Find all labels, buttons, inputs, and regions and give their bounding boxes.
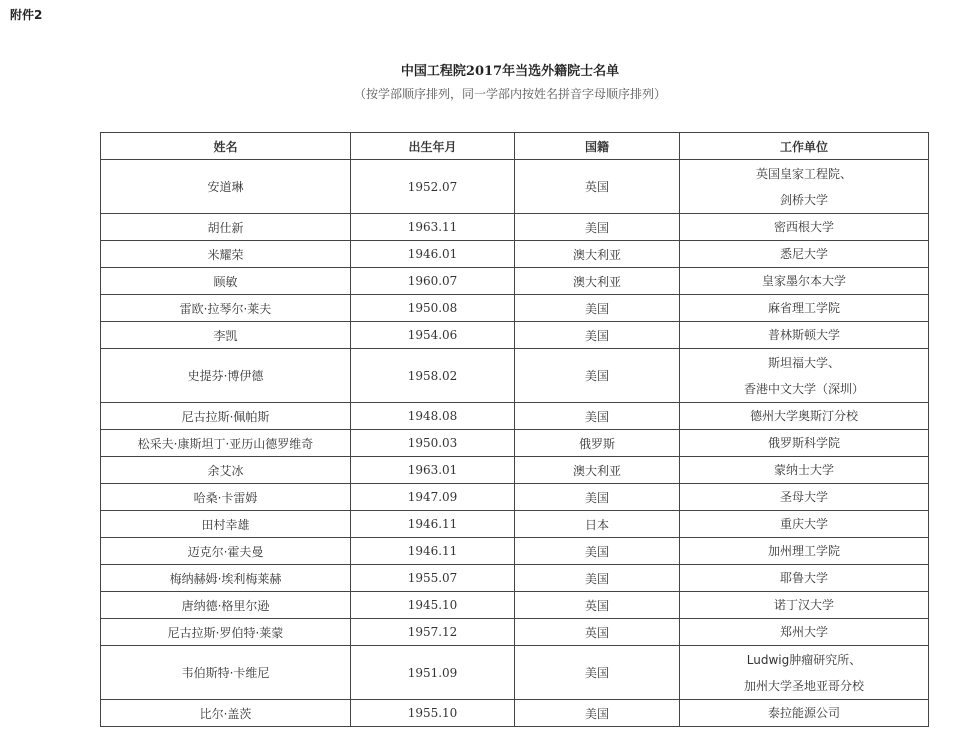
header-birth: 出生年月	[351, 133, 515, 160]
affiliation-line: 麻省理工学院	[767, 301, 840, 315]
table-row	[101, 484, 929, 511]
cell-nationality: 俄罗斯	[515, 430, 680, 457]
cell-nationality: 澳大利亚	[515, 241, 680, 268]
cell-name: 李凯	[101, 322, 351, 349]
cell-name: 米耀荣	[101, 241, 351, 268]
affiliation-line: 诺丁汉大学	[773, 598, 834, 612]
cell-affiliation	[680, 295, 929, 322]
table-row	[101, 457, 929, 484]
cell-nationality: 美国	[515, 403, 680, 430]
cell-name: 唐纳德·格里尔逊	[101, 592, 351, 619]
cell-nationality: 美国	[515, 646, 680, 700]
cell-nationality: 美国	[515, 322, 680, 349]
affiliation-line: 加州大学圣地亚哥分校	[743, 678, 864, 693]
cell-name: 胡仕新	[101, 214, 351, 241]
table-row	[101, 430, 929, 457]
table-row	[101, 592, 929, 619]
cell-birth: 1952.07	[351, 160, 515, 214]
header-affiliation: 工作单位	[680, 133, 929, 160]
cell-name: 田村幸雄	[101, 511, 351, 538]
cell-nationality: 英国	[515, 160, 680, 214]
table-row	[101, 619, 929, 646]
table-header-row	[101, 133, 929, 160]
table-row	[101, 403, 929, 430]
cell-affiliation	[680, 511, 929, 538]
cell-birth: 1950.08	[351, 295, 515, 322]
cell-birth: 1960.07	[351, 268, 515, 295]
cell-affiliation	[680, 646, 929, 700]
cell-nationality: 澳大利亚	[515, 268, 680, 295]
table-row	[101, 565, 929, 592]
cell-birth: 1957.12	[351, 619, 515, 646]
affiliation-line: 密西根大学	[773, 220, 834, 234]
cell-affiliation	[680, 430, 929, 457]
table-row	[101, 295, 929, 322]
cell-birth: 1945.10	[351, 592, 515, 619]
cell-name: 顾敏	[101, 268, 351, 295]
cell-nationality: 澳大利亚	[515, 457, 680, 484]
cell-affiliation	[680, 214, 929, 241]
cell-affiliation	[680, 160, 929, 214]
affiliation-line: Ludwig肿瘤研究所、	[746, 652, 862, 667]
cell-nationality: 美国	[515, 700, 680, 727]
table-row	[101, 214, 929, 241]
cell-name: 尼古拉斯·罗伯特·莱蒙	[101, 619, 351, 646]
affiliation-line: 郑州大学	[779, 625, 828, 639]
cell-name: 松采夫·康斯坦丁·亚历山德罗维奇	[101, 430, 351, 457]
table-row	[101, 700, 929, 727]
cell-nationality: 英国	[515, 619, 680, 646]
cell-birth: 1963.11	[351, 214, 515, 241]
table-row	[101, 538, 929, 565]
affiliation-line: 皇家墨尔本大学	[761, 274, 846, 288]
cell-name: 哈桑·卡雷姆	[101, 484, 351, 511]
cell-nationality: 美国	[515, 565, 680, 592]
affiliation-line: 加州理工学院	[767, 544, 840, 558]
cell-birth: 1955.10	[351, 700, 515, 727]
affiliation-line: 重庆大学	[779, 517, 828, 531]
table-row	[101, 511, 929, 538]
cell-nationality: 美国	[515, 295, 680, 322]
affiliation-line: 斯坦福大学、	[767, 355, 840, 370]
cell-affiliation	[680, 700, 929, 727]
table-row	[101, 349, 929, 403]
cell-name: 史提芬·博伊德	[101, 349, 351, 403]
affiliation-line: 泰拉能源公司	[767, 706, 840, 720]
affiliation-line: 德州大学奥斯汀分校	[749, 409, 858, 423]
cell-affiliation	[680, 403, 929, 430]
header-nationality: 国籍	[515, 133, 680, 160]
table-row	[101, 160, 929, 214]
table-row	[101, 646, 929, 700]
table-body	[101, 160, 929, 727]
cell-nationality: 日本	[515, 511, 680, 538]
affiliation-line: 圣母大学	[779, 490, 828, 504]
table-row	[101, 241, 929, 268]
cell-affiliation	[680, 241, 929, 268]
attachment-label: 附件2	[10, 8, 43, 22]
page-title: 中国工程院2017年当选外籍院士名单	[400, 64, 620, 79]
cell-name: 梅纳赫姆·埃利梅莱赫	[101, 565, 351, 592]
affiliation-line: 蒙纳士大学	[773, 463, 834, 477]
header-name: 姓名	[101, 133, 351, 160]
cell-name: 安道琳	[101, 160, 351, 214]
cell-affiliation	[680, 457, 929, 484]
cell-nationality: 美国	[515, 484, 680, 511]
cell-affiliation	[680, 619, 929, 646]
cell-affiliation	[680, 538, 929, 565]
cell-nationality: 英国	[515, 592, 680, 619]
cell-affiliation	[680, 322, 929, 349]
cell-birth: 1963.01	[351, 457, 515, 484]
table-row	[101, 268, 929, 295]
cell-affiliation	[680, 484, 929, 511]
affiliation-line: 普林斯顿大学	[767, 328, 840, 342]
affiliation-line: 悉尼大学	[779, 247, 828, 261]
cell-birth: 1950.03	[351, 430, 515, 457]
cell-affiliation	[680, 592, 929, 619]
cell-birth: 1946.01	[351, 241, 515, 268]
page-subtitle: （按学部顺序排列，同一学部内按姓名拼音字母顺序排列）	[353, 87, 666, 101]
cell-birth: 1955.07	[351, 565, 515, 592]
cell-birth: 1946.11	[351, 511, 515, 538]
cell-birth: 1951.09	[351, 646, 515, 700]
cell-name: 比尔·盖茨	[101, 700, 351, 727]
academician-table	[100, 132, 929, 727]
cell-name: 尼古拉斯·佩帕斯	[101, 403, 351, 430]
cell-name: 雷欧·拉琴尔·莱夫	[101, 295, 351, 322]
cell-affiliation	[680, 565, 929, 592]
cell-nationality: 美国	[515, 538, 680, 565]
cell-birth: 1958.02	[351, 349, 515, 403]
cell-affiliation	[680, 349, 929, 403]
cell-nationality: 美国	[515, 349, 680, 403]
cell-name: 余艾冰	[101, 457, 351, 484]
affiliation-line: 英国皇家工程院、	[755, 166, 852, 181]
affiliation-line: 剑桥大学	[779, 192, 828, 207]
affiliation-line: 耶鲁大学	[779, 571, 828, 585]
affiliation-line: 俄罗斯科学院	[767, 436, 840, 450]
cell-name: 韦伯斯特·卡维尼	[101, 646, 351, 700]
table-row	[101, 322, 929, 349]
cell-birth: 1954.06	[351, 322, 515, 349]
cell-birth: 1946.11	[351, 538, 515, 565]
affiliation-line: 香港中文大学（深圳）	[743, 381, 864, 396]
cell-affiliation	[680, 268, 929, 295]
cell-nationality: 美国	[515, 214, 680, 241]
cell-birth: 1948.08	[351, 403, 515, 430]
cell-name: 迈克尔·霍夫曼	[101, 538, 351, 565]
cell-birth: 1947.09	[351, 484, 515, 511]
